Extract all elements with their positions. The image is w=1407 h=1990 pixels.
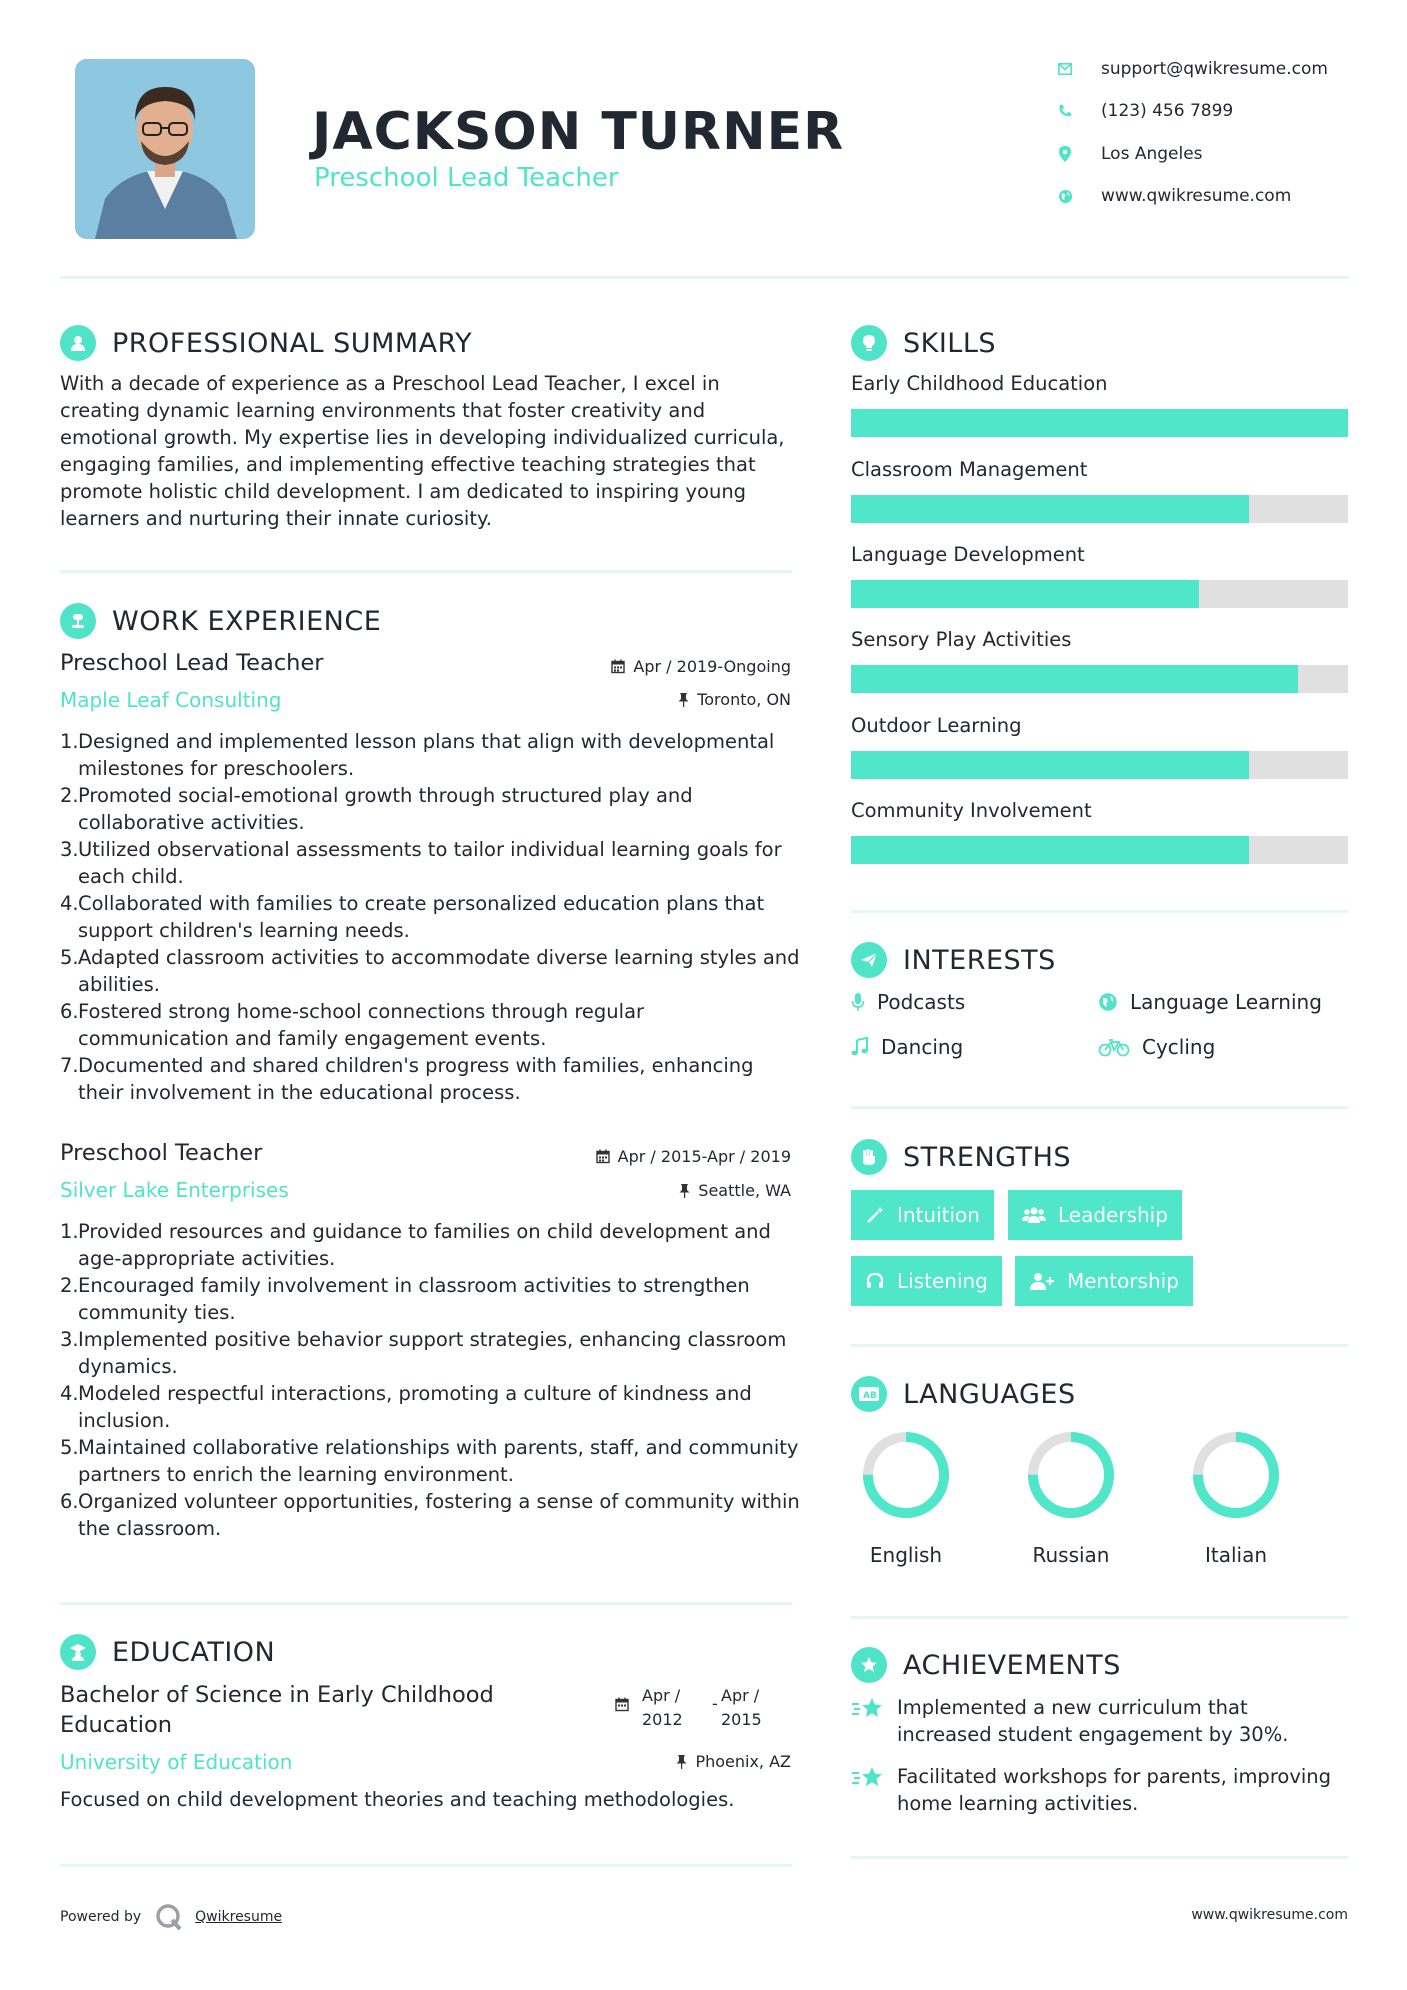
skill-bar-fill — [851, 751, 1249, 779]
language-label: English — [869, 1543, 943, 1567]
envelope-icon — [1055, 59, 1075, 79]
contact-website[interactable] — [1055, 184, 1291, 208]
contact-phone-text: (123) 456 7899 — [1101, 101, 1234, 121]
pushpin-icon — [678, 693, 689, 707]
contact-website-text: www.qwikresume.com — [1101, 186, 1292, 206]
location-pin-icon — [1055, 144, 1075, 164]
summary-heading-text: PROFESSIONAL SUMMARY — [112, 327, 473, 359]
job-company: Silver Lake Enterprises — [60, 1178, 289, 1202]
education-heading-text: EDUCATION — [112, 1636, 276, 1668]
education-description: Focused on child development theories and teaching methodologies. — [60, 1788, 735, 1811]
strength-badge: Listening — [851, 1256, 1002, 1306]
skill-label: Sensory Play Activities — [851, 628, 1072, 651]
summary-heading — [60, 325, 472, 361]
graduate-icon — [60, 1634, 96, 1670]
list-item: 5. Adapted classroom activities to accommodate diverse learning styles and abilities. — [60, 946, 800, 996]
strengths-heading-text: STRENGTHS — [903, 1141, 1072, 1173]
skill-label: Outdoor Learning — [851, 714, 1022, 737]
list-item: 3. Utilized observational assessments to tailor individual learning goals for each child. — [60, 838, 782, 888]
list-item: 6. Fostered strong home-school connections through regular communication and family engagement events. — [60, 1000, 645, 1050]
list-item: 4. Collaborated with families to create personalized education plans that support children's learning needs. — [60, 892, 765, 942]
language-label: Russian — [1032, 1543, 1110, 1567]
phone-icon — [1055, 101, 1075, 121]
globe-icon — [1098, 992, 1118, 1012]
strength-badge: Mentorship — [1015, 1256, 1193, 1306]
list-item: 1. Designed and implemented lesson plans that align with developmental milestones for preschoolers. — [60, 730, 775, 780]
magic-wand-icon — [865, 1205, 885, 1225]
list-item: 4. Modeled respectful interactions, promoting a culture of kindness and inclusion. — [60, 1382, 752, 1432]
achievement-text: Facilitated workshops for parents, improving home learning activities. — [897, 1765, 1332, 1815]
achievements-heading-text: ACHIEVEMENTS — [903, 1649, 1121, 1681]
skill-bar-fill — [851, 836, 1249, 864]
calendar-icon — [615, 1697, 629, 1716]
microphone-icon — [851, 992, 865, 1012]
skill-label: Language Development — [851, 543, 1085, 566]
date-separator: - — [712, 1694, 718, 1713]
candidate-name: JACKSON TURNER — [312, 102, 845, 162]
users-icon — [1022, 1205, 1046, 1225]
summary-text: With a decade of experience as a Preschool Lead Teacher, I excel in creating dynamic learning environments that foster creativity and emotional growth. My expertise lies in developing individualized curricula, engaging families, and implementing effective teaching strategies that promote holistic child development. I am dedicated to inspiring young learners and nurturing their innate curiosity. — [60, 372, 785, 530]
star-badge-icon — [851, 1647, 887, 1683]
contact-email-text: support@qwikresume.com — [1101, 59, 1328, 79]
job-location-text: Seattle, WA — [698, 1181, 791, 1200]
profile-photo — [75, 59, 255, 239]
list-item: 2. Promoted social-emotional growth through structured play and collaborative activities. — [60, 784, 693, 834]
bicycle-icon — [1098, 1037, 1130, 1057]
contact-phone[interactable] — [1055, 99, 1233, 123]
job-responsibilities — [60, 728, 800, 1106]
music-note-icon — [851, 1037, 869, 1057]
skill-bar-fill — [851, 580, 1199, 608]
skill-label: Classroom Management — [851, 458, 1088, 481]
globe-icon — [1055, 186, 1075, 206]
brand-link[interactable]: Qwikresume — [195, 1909, 283, 1925]
strengths-divider — [851, 1344, 1348, 1347]
summary-divider — [60, 570, 792, 573]
languages-heading-text: LANGUAGES — [903, 1378, 1076, 1410]
candidate-title: Preschool Lead Teacher — [314, 163, 619, 193]
skill-bar — [851, 665, 1348, 693]
skill-bar-fill — [851, 409, 1348, 437]
job-dates — [611, 657, 791, 676]
achievement-item — [851, 1694, 1337, 1748]
degree-title: Bachelor of Science in Early Childhood Education — [60, 1682, 494, 1738]
achievements-divider — [851, 1856, 1348, 1859]
experience-heading — [60, 603, 381, 639]
job-company: Maple Leaf Consulting — [60, 688, 282, 712]
pushpin-icon — [676, 1755, 687, 1769]
calendar-icon — [596, 1149, 610, 1164]
strengths-heading — [851, 1139, 1071, 1175]
contact-location-text: Los Angeles — [1101, 144, 1203, 164]
list-item: 3. Implemented positive behavior support strategies, enhancing classroom dynamics. — [60, 1328, 787, 1378]
experience-divider — [60, 1602, 792, 1605]
job-title: Preschool Lead Teacher — [60, 650, 324, 676]
skill-bar — [851, 495, 1348, 523]
language-ring — [1026, 1430, 1116, 1520]
skill-bar-fill — [851, 665, 1298, 693]
header-divider — [60, 276, 1349, 279]
interest-item: Cycling — [1098, 1035, 1215, 1059]
education-start-date: Apr / 2012 — [642, 1686, 683, 1729]
list-item: 7. Documented and shared children's progress with families, enhancing their involvement in the educational process. — [60, 1054, 754, 1104]
skill-label: Early Childhood Education — [851, 372, 1108, 395]
skills-heading-text: SKILLS — [903, 327, 997, 359]
interest-item: Podcasts — [851, 990, 965, 1014]
language-ring — [861, 1430, 951, 1520]
headphones-icon — [865, 1271, 885, 1291]
powered-by-label: Powered by — [60, 1909, 142, 1925]
job-location — [679, 1181, 791, 1200]
lightbulb-icon — [851, 325, 887, 361]
skill-bar — [851, 836, 1348, 864]
education-end-date: Apr / 2015 — [721, 1686, 762, 1729]
contact-location — [1055, 142, 1203, 166]
skill-bar-fill — [851, 495, 1249, 523]
achievements-heading — [851, 1647, 1121, 1683]
paper-plane-icon — [851, 942, 887, 978]
list-item: 1. Provided resources and guidance to families on child development and age-appropriate activities. — [60, 1220, 771, 1270]
list-item: 5. Maintained collaborative relationships with parents, staff, and community partners to enrich the learning environment. — [60, 1436, 799, 1486]
job-dates-text: Apr / 2015-Apr / 2019 — [617, 1147, 791, 1166]
achievement-item — [851, 1763, 1337, 1817]
footer-website-link[interactable]: www.qwikresume.com — [1191, 1907, 1348, 1923]
star-icon — [851, 1763, 885, 1817]
school-name: University of Education — [60, 1750, 293, 1774]
interest-item: Dancing — [851, 1035, 963, 1059]
list-item: 2. Encouraged family involvement in classroom activities to strengthen community ties. — [60, 1274, 750, 1324]
languages-divider — [851, 1616, 1348, 1619]
pushpin-icon — [679, 1184, 690, 1198]
user-icon — [60, 325, 96, 361]
skill-bar — [851, 409, 1348, 437]
experience-heading-text: WORK EXPERIENCE — [112, 605, 382, 637]
job-responsibilities — [60, 1218, 800, 1542]
education-divider — [60, 1864, 792, 1867]
svg-text:B: B — [870, 1391, 877, 1401]
achievement-text: Implemented a new curriculum that increased student engagement by 30%. — [897, 1696, 1289, 1746]
contact-email[interactable] — [1055, 57, 1328, 81]
interests-heading — [851, 942, 1056, 978]
svg-text:A: A — [863, 1391, 870, 1401]
skill-bar — [851, 751, 1348, 779]
language-label: Italian — [1204, 1543, 1268, 1567]
job-location — [678, 690, 791, 709]
powered-by — [60, 1903, 282, 1931]
skill-bar — [851, 580, 1348, 608]
languages-heading — [851, 1376, 1076, 1412]
skills-divider — [851, 910, 1348, 913]
job-dates — [596, 1147, 791, 1166]
user-plus-icon — [1029, 1271, 1055, 1291]
list-item: 6. Organized volunteer opportunities, fostering a sense of community within the classroom. — [60, 1490, 800, 1540]
interests-heading-text: INTERESTS — [903, 944, 1056, 976]
job-location-text: Toronto, ON — [697, 690, 791, 709]
calendar-icon — [611, 659, 625, 674]
strength-badge: Intuition — [851, 1190, 994, 1240]
skill-label: Community Involvement — [851, 799, 1092, 822]
briefcase-icon — [60, 603, 96, 639]
star-icon — [851, 1694, 885, 1748]
interest-item: Language Learning — [1098, 990, 1322, 1014]
translate-icon — [851, 1376, 887, 1412]
job-title: Preschool Teacher — [60, 1140, 263, 1166]
education-location: Phoenix, AZ — [676, 1752, 791, 1771]
strength-badge: Leadership — [1008, 1190, 1182, 1240]
language-ring — [1191, 1430, 1281, 1520]
skills-heading — [851, 325, 996, 361]
education-heading — [60, 1634, 275, 1670]
qwikresume-logo-icon — [155, 1903, 183, 1931]
job-dates-text: Apr / 2019-Ongoing — [633, 657, 791, 676]
fist-icon — [851, 1139, 887, 1175]
interests-divider — [851, 1106, 1348, 1109]
